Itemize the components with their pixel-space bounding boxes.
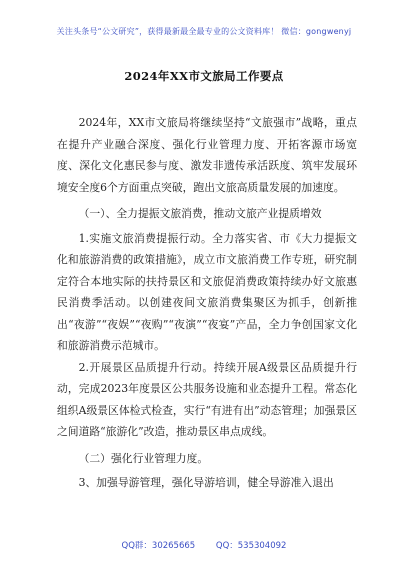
item-paragraph-2: 2.开展景区品质提升行动。持续开展A级景区品质提升行动，完成2023年度景区公共服务设施和业态提升工程。常态化组织A级景区体检式检查，实行“有进有出”动态管理；加强景区之间道路“旅游化”改造，推动景区串点成线。 — [57, 360, 357, 438]
footer-qq-group: QQ群：30265665 — [121, 541, 196, 551]
item-paragraph-3: 3、加强导游管理，强化导游培训，健全导游准入退出 — [78, 476, 334, 489]
document-body — [57, 112, 357, 494]
item-paragraph-1: 1.实施文旅消费提振行动。全力落实省、市《大力提振文化和旅游消费的政策措施》，成立市文旅消费工作专班，研究制定符合本地实际的扶持景区和文旅促消费政策持续办好文旅惠民消费季活动。以创建夜间文旅消费集聚区为抓手，创新推出“夜游”“夜娱”“夜购”“夜演”“夜宴”产品，全力争创国家文化和旅游消费示范城市。 — [57, 231, 357, 352]
footer-contact — [0, 539, 408, 551]
intro-paragraph: 2024年，XX市文旅局将继续坚持“文旅强市”战略，重点在提升产业融合深度、强化行业管理力度、开拓客源市场宽度、深化文化惠民参与度、激发非遗传承活跃度、筑牢发展环境安全度6个方面重点突破，跑出文旅高质量发展的加速度。 — [57, 116, 357, 194]
document-title: 2024年XX市文旅局工作要点 — [124, 69, 284, 83]
header-banner: 关注头条号“公文研究”，获得最新最全最专业的公文资料库！ 微信：gongwenyj — [56, 27, 352, 36]
footer-qq: QQ：535304092 — [215, 541, 287, 551]
section-heading-2: （二）强化行业管理力度。 — [78, 451, 209, 465]
section-heading-1: （一）、全力提振文旅消费，推动文旅产业提质增效 — [78, 207, 322, 220]
